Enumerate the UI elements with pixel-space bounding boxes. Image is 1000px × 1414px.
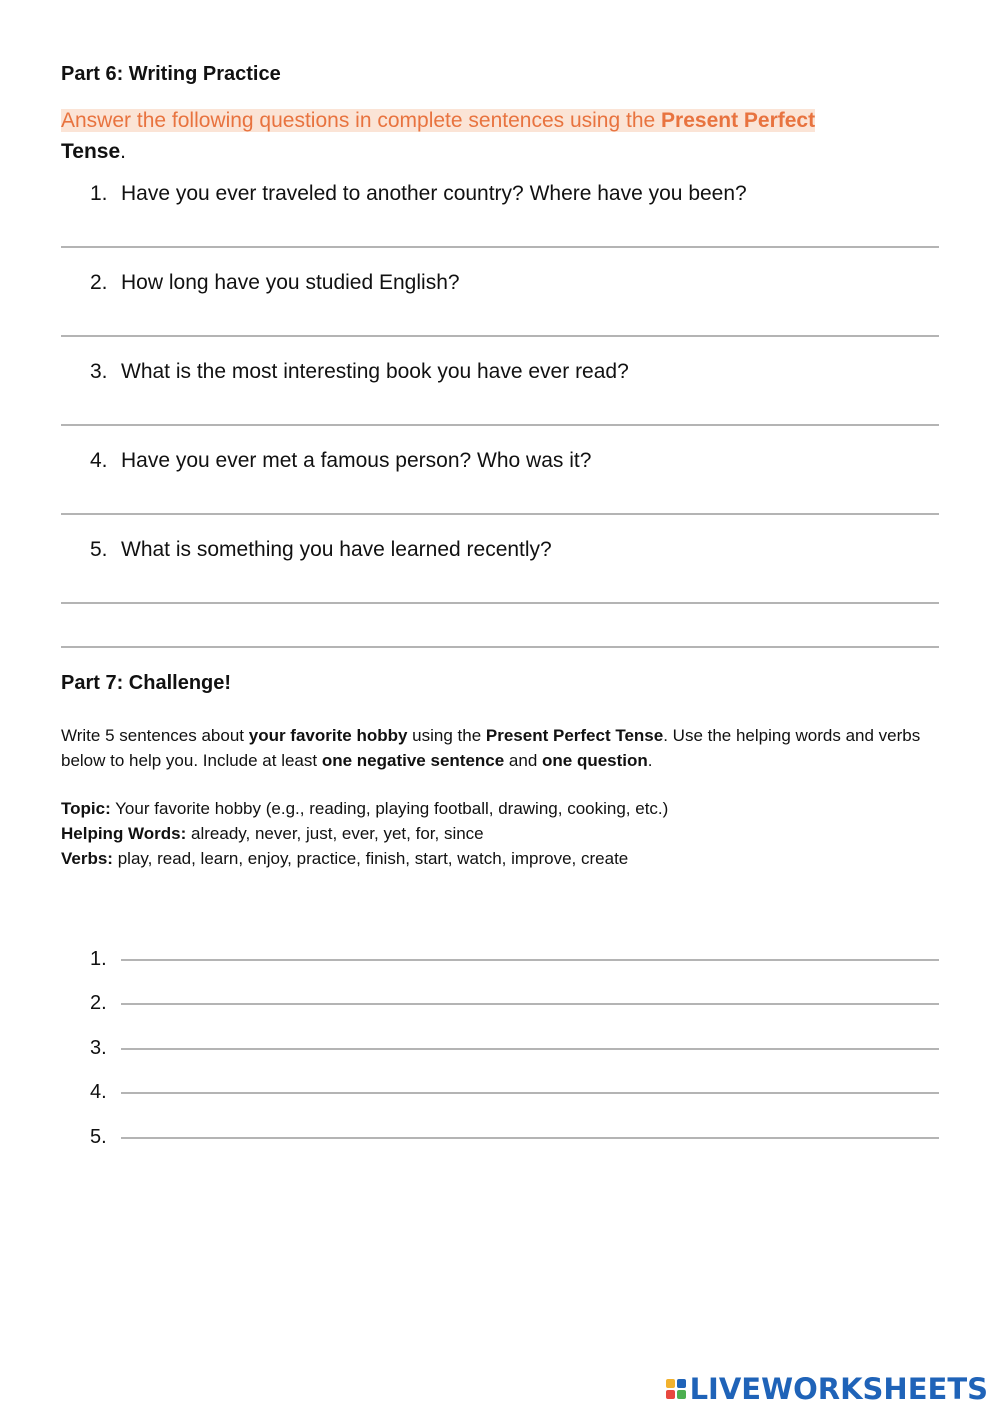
answer-line-1[interactable] [61, 246, 939, 248]
part7-details [61, 796, 941, 871]
logo-mark-icon [666, 1379, 686, 1399]
sentence-line-3[interactable] [121, 1048, 939, 1050]
p7-text: . [647, 751, 653, 770]
verbs-label: Verbs: [61, 849, 113, 868]
sentence-line-4[interactable] [121, 1092, 939, 1094]
question-text: Have you ever met a famous person? Who was it? [121, 449, 592, 472]
sentence-line-5[interactable] [121, 1137, 939, 1139]
topic-label: Topic: [61, 799, 111, 818]
answer-line-5[interactable] [61, 602, 939, 604]
question-1 [90, 182, 747, 206]
answer-number-4: 4. [90, 1081, 107, 1103]
instruction-bold-highlight: Present Perfect [661, 109, 816, 132]
logo-text: LIVEWORKSHEETS [689, 1372, 988, 1406]
question-text: What is the most interesting book you have ever read? [121, 360, 629, 383]
instruction-end: . [120, 140, 126, 163]
question-text: Have you ever traveled to another country? Where have you been? [121, 182, 747, 205]
part7-instructions [61, 723, 941, 773]
sentence-line-2[interactable] [121, 1003, 939, 1005]
p7-text: . Use the helping words and verbs below to help you. Include at least [61, 726, 921, 770]
p7-bold: one question [542, 751, 648, 770]
question-text: How long have you studied English? [121, 271, 460, 294]
answer-number-3: 3. [90, 1037, 107, 1059]
part7-title: Part 7: Challenge! [61, 672, 232, 694]
answer-line-4[interactable] [61, 513, 939, 515]
instruction-bold-rest: Tense [61, 140, 121, 163]
question-text: What is something you have learned recently? [121, 538, 552, 561]
answer-line-2[interactable] [61, 335, 939, 337]
answer-number-5: 5. [90, 1126, 107, 1148]
p7-text: using the [407, 726, 486, 745]
answer-number-1: 1. [90, 948, 107, 970]
question-number: 5. [90, 538, 108, 561]
helping-words-label: Helping Words: [61, 824, 187, 843]
p7-bold: your favorite hobby [248, 726, 408, 745]
question-2 [90, 271, 460, 295]
helping-words-text: already, never, just, ever, yet, for, since [186, 824, 484, 843]
part6-instruction [61, 105, 921, 167]
question-3 [90, 360, 629, 384]
part6-title: Part 6: Writing Practice [61, 63, 281, 85]
topic-line [61, 796, 941, 821]
topic-text: Your favorite hobby (e.g., reading, playing football, drawing, cooking, etc.) [110, 799, 669, 818]
verbs-text: play, read, learn, enjoy, practice, finish, start, watch, improve, create [112, 849, 629, 868]
question-4 [90, 449, 591, 473]
liveworksheets-logo[interactable] [666, 1372, 988, 1406]
question-number: 2. [90, 271, 108, 294]
helping-words-line [61, 821, 941, 846]
p7-bold: Present Perfect Tense [485, 726, 664, 745]
question-number: 4. [90, 449, 108, 472]
answer-line-6[interactable] [61, 646, 939, 648]
instruction-highlight [61, 109, 815, 132]
question-number: 3. [90, 360, 108, 383]
question-number: 1. [90, 182, 108, 205]
sentence-line-1[interactable] [121, 959, 939, 961]
p7-text: Write 5 sentences about [61, 726, 249, 745]
answer-number-2: 2. [90, 992, 107, 1014]
verbs-line [61, 846, 941, 871]
question-5 [90, 538, 552, 562]
p7-text: and [504, 751, 542, 770]
instruction-text: Answer the following questions in complete sentences using the [61, 109, 662, 132]
p7-bold: one negative sentence [321, 751, 505, 770]
answer-line-3[interactable] [61, 424, 939, 426]
